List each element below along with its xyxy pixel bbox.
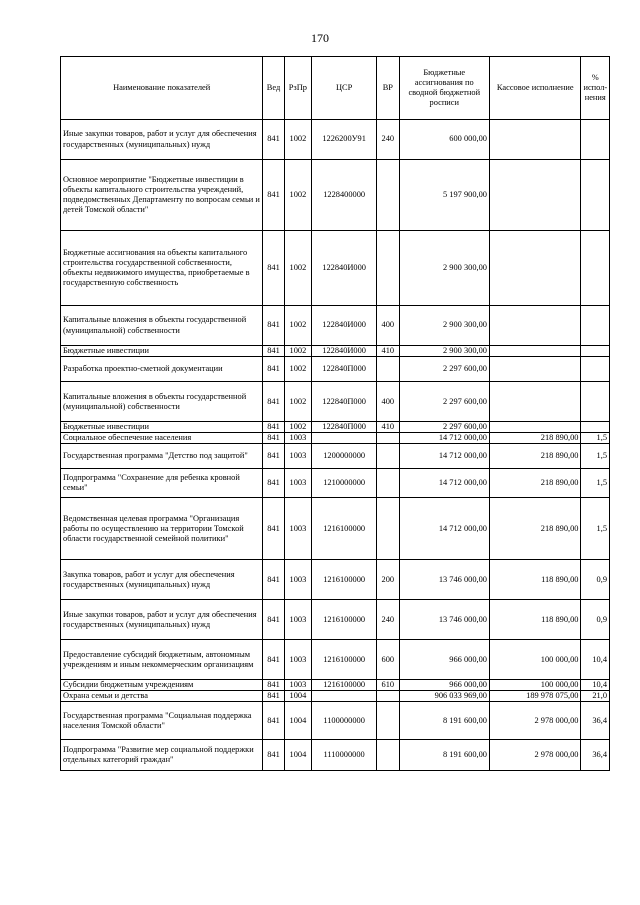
row-csr: 122840И000	[312, 346, 377, 357]
table-row	[61, 560, 610, 600]
row-rzpr: 1003	[284, 444, 311, 469]
row-percent	[581, 382, 610, 422]
row-vr: 600	[377, 640, 399, 680]
row-cash	[489, 160, 581, 231]
row-vr: 610	[377, 680, 399, 691]
row-vr	[377, 702, 399, 740]
row-ved: 841	[263, 498, 284, 560]
row-cash: 118 890,00	[489, 560, 581, 600]
row-cash: 218 890,00	[489, 498, 581, 560]
row-ved: 841	[263, 560, 284, 600]
table-row	[61, 382, 610, 422]
row-ved: 841	[263, 740, 284, 771]
row-ved: 841	[263, 433, 284, 444]
row-rzpr: 1002	[284, 306, 311, 346]
row-cash	[489, 120, 581, 160]
header-assignments: Бюджетные ассигнования по сводной бюджетной росписи	[399, 57, 489, 120]
row-csr: 1200000000	[312, 444, 377, 469]
row-percent: 1,5	[581, 433, 610, 444]
row-rzpr: 1002	[284, 160, 311, 231]
row-percent: 36,4	[581, 702, 610, 740]
table-row	[61, 160, 610, 231]
row-ved: 841	[263, 422, 284, 433]
row-rzpr: 1004	[284, 702, 311, 740]
table-row	[61, 444, 610, 469]
table-row	[61, 680, 610, 691]
row-name: Государственная программа "Детство под защитой"	[61, 444, 263, 469]
table-row	[61, 640, 610, 680]
row-rzpr: 1003	[284, 433, 311, 444]
row-rzpr: 1002	[284, 382, 311, 422]
row-assignments: 2 297 600,00	[399, 357, 489, 382]
table-row	[61, 433, 610, 444]
row-assignments: 2 900 300,00	[399, 346, 489, 357]
row-rzpr: 1002	[284, 346, 311, 357]
row-ved: 841	[263, 600, 284, 640]
row-rzpr: 1004	[284, 691, 311, 702]
row-name: Подпрограмма "Развитие мер социальной поддержки отдельных категорий граждан"	[61, 740, 263, 771]
row-vr	[377, 691, 399, 702]
row-csr	[312, 691, 377, 702]
row-vr	[377, 498, 399, 560]
row-rzpr: 1003	[284, 469, 311, 498]
row-percent: 21,0	[581, 691, 610, 702]
row-name: Охрана семьи и детства	[61, 691, 263, 702]
row-rzpr: 1003	[284, 600, 311, 640]
row-percent: 0,9	[581, 560, 610, 600]
row-assignments: 2 900 300,00	[399, 231, 489, 306]
table-row	[61, 498, 610, 560]
row-csr: 1216100000	[312, 600, 377, 640]
row-csr: 1100000000	[312, 702, 377, 740]
row-vr	[377, 357, 399, 382]
row-ved: 841	[263, 231, 284, 306]
row-name: Предоставление субсидий бюджетным, автономным учреждениям и иным некоммерческим организациям	[61, 640, 263, 680]
row-percent	[581, 160, 610, 231]
table-row	[61, 469, 610, 498]
row-ved: 841	[263, 120, 284, 160]
row-name: Иные закупки товаров, работ и услуг для обеспечения государственных (муниципальных) нужд	[61, 600, 263, 640]
row-cash: 118 890,00	[489, 600, 581, 640]
row-assignments: 13 746 000,00	[399, 560, 489, 600]
table-row	[61, 120, 610, 160]
row-cash: 218 890,00	[489, 444, 581, 469]
row-percent: 36,4	[581, 740, 610, 771]
row-percent: 10,4	[581, 680, 610, 691]
row-assignments: 2 900 300,00	[399, 306, 489, 346]
row-csr: 122840И000	[312, 231, 377, 306]
row-percent	[581, 422, 610, 433]
row-csr: 122840П000	[312, 422, 377, 433]
row-rzpr: 1002	[284, 422, 311, 433]
row-ved: 841	[263, 469, 284, 498]
table-row	[61, 231, 610, 306]
row-assignments: 966 000,00	[399, 680, 489, 691]
page-number: 170	[311, 31, 329, 45]
row-percent	[581, 231, 610, 306]
row-percent: 10,4	[581, 640, 610, 680]
row-ved: 841	[263, 640, 284, 680]
row-rzpr: 1004	[284, 740, 311, 771]
row-cash	[489, 357, 581, 382]
row-percent: 1,5	[581, 469, 610, 498]
row-rzpr: 1003	[284, 498, 311, 560]
row-ved: 841	[263, 382, 284, 422]
row-cash	[489, 231, 581, 306]
table-row	[61, 346, 610, 357]
row-percent	[581, 306, 610, 346]
row-cash: 2 978 000,00	[489, 740, 581, 771]
row-cash	[489, 346, 581, 357]
row-csr: 122840П000	[312, 357, 377, 382]
header-rzpr: РзПр	[284, 57, 311, 120]
row-cash	[489, 382, 581, 422]
row-assignments: 14 712 000,00	[399, 444, 489, 469]
row-ved: 841	[263, 444, 284, 469]
row-csr: 1110000000	[312, 740, 377, 771]
row-percent	[581, 357, 610, 382]
header-cash-execution: Кассовое исполнение	[489, 57, 581, 120]
row-assignments: 14 712 000,00	[399, 498, 489, 560]
table-row	[61, 306, 610, 346]
row-cash: 189 978 075,00	[489, 691, 581, 702]
row-ved: 841	[263, 346, 284, 357]
row-vr: 410	[377, 422, 399, 433]
row-assignments: 600 000,00	[399, 120, 489, 160]
row-rzpr: 1002	[284, 231, 311, 306]
row-csr: 1216100000	[312, 640, 377, 680]
row-ved: 841	[263, 680, 284, 691]
row-vr: 400	[377, 306, 399, 346]
row-assignments: 13 746 000,00	[399, 600, 489, 640]
header-csr: ЦСР	[312, 57, 377, 120]
row-cash	[489, 422, 581, 433]
row-name: Бюджетные ассигнования на объекты капитального строительства государственной собственности, объекты недвижимого имущества, приобретаемые в государственную собственность	[61, 231, 263, 306]
row-percent: 1,5	[581, 498, 610, 560]
row-name: Иные закупки товаров, работ и услуг для обеспечения государственных (муниципальных) нужд	[61, 120, 263, 160]
row-vr: 200	[377, 560, 399, 600]
row-vr	[377, 469, 399, 498]
row-vr	[377, 231, 399, 306]
row-csr	[312, 433, 377, 444]
row-csr: 122840И000	[312, 306, 377, 346]
table-row	[61, 600, 610, 640]
row-assignments: 2 297 600,00	[399, 422, 489, 433]
budget-table	[60, 56, 610, 771]
table-row	[61, 422, 610, 433]
row-rzpr: 1003	[284, 680, 311, 691]
row-assignments: 8 191 600,00	[399, 740, 489, 771]
row-rzpr: 1003	[284, 640, 311, 680]
header-name: Наименование показателей	[61, 57, 263, 120]
row-cash	[489, 306, 581, 346]
row-cash: 100 000,00	[489, 640, 581, 680]
row-csr: 1210000000	[312, 469, 377, 498]
row-cash: 218 890,00	[489, 433, 581, 444]
row-name: Основное мероприятие "Бюджетные инвестиции в объекты капитального строительства учреждений, подведомственных Департаменту по вопросам семьи и детей Томской области"	[61, 160, 263, 231]
row-vr	[377, 740, 399, 771]
row-assignments: 966 000,00	[399, 640, 489, 680]
row-assignments: 14 712 000,00	[399, 433, 489, 444]
header-ved: Вед	[263, 57, 284, 120]
row-assignments: 5 197 900,00	[399, 160, 489, 231]
row-cash: 100 000,00	[489, 680, 581, 691]
table-row	[61, 702, 610, 740]
row-rzpr: 1003	[284, 560, 311, 600]
row-vr: 400	[377, 382, 399, 422]
row-vr: 240	[377, 120, 399, 160]
row-csr: 1226200У91	[312, 120, 377, 160]
row-name: Капитальные вложения в объекты государственной (муниципальной) собственности	[61, 306, 263, 346]
row-name: Подпрограмма "Сохранение для ребенка кровной семьи"	[61, 469, 263, 498]
row-vr	[377, 433, 399, 444]
row-csr: 122840П000	[312, 382, 377, 422]
row-name: Закупка товаров, работ и услуг для обеспечения государственных (муниципальных) нужд	[61, 560, 263, 600]
row-ved: 841	[263, 306, 284, 346]
row-name: Капитальные вложения в объекты государственной (муниципальной) собственности	[61, 382, 263, 422]
row-cash: 218 890,00	[489, 469, 581, 498]
row-cash: 2 978 000,00	[489, 702, 581, 740]
row-assignments: 14 712 000,00	[399, 469, 489, 498]
row-assignments: 8 191 600,00	[399, 702, 489, 740]
row-ved: 841	[263, 357, 284, 382]
row-percent	[581, 346, 610, 357]
header-vr: ВР	[377, 57, 399, 120]
row-csr: 1216100000	[312, 680, 377, 691]
row-percent	[581, 120, 610, 160]
row-ved: 841	[263, 691, 284, 702]
row-rzpr: 1002	[284, 120, 311, 160]
row-name: Бюджетные инвестиции	[61, 346, 263, 357]
row-name: Социальное обеспечение населения	[61, 433, 263, 444]
row-vr	[377, 160, 399, 231]
table-row	[61, 691, 610, 702]
header-percent: % испол-нения	[581, 57, 610, 120]
row-percent: 1,5	[581, 444, 610, 469]
row-name: Бюджетные инвестиции	[61, 422, 263, 433]
row-rzpr: 1002	[284, 357, 311, 382]
table-row	[61, 740, 610, 771]
row-csr: 1216100000	[312, 560, 377, 600]
row-ved: 841	[263, 160, 284, 231]
row-vr: 410	[377, 346, 399, 357]
row-vr	[377, 444, 399, 469]
row-assignments: 906 033 969,00	[399, 691, 489, 702]
row-csr: 1216100000	[312, 498, 377, 560]
row-name: Разработка проектно-сметной документации	[61, 357, 263, 382]
row-ved: 841	[263, 702, 284, 740]
row-name: Ведомственная целевая программа "Организация работы по осуществлению на территории Томской области государственной семейной политики"	[61, 498, 263, 560]
row-name: Государственная программа "Социальная поддержка населения Томской области"	[61, 702, 263, 740]
table-row	[61, 357, 610, 382]
row-percent: 0,9	[581, 600, 610, 640]
row-name: Субсидии бюджетным учреждениям	[61, 680, 263, 691]
row-csr: 1228400000	[312, 160, 377, 231]
row-assignments: 2 297 600,00	[399, 382, 489, 422]
row-vr: 240	[377, 600, 399, 640]
table-header-row	[61, 57, 610, 120]
